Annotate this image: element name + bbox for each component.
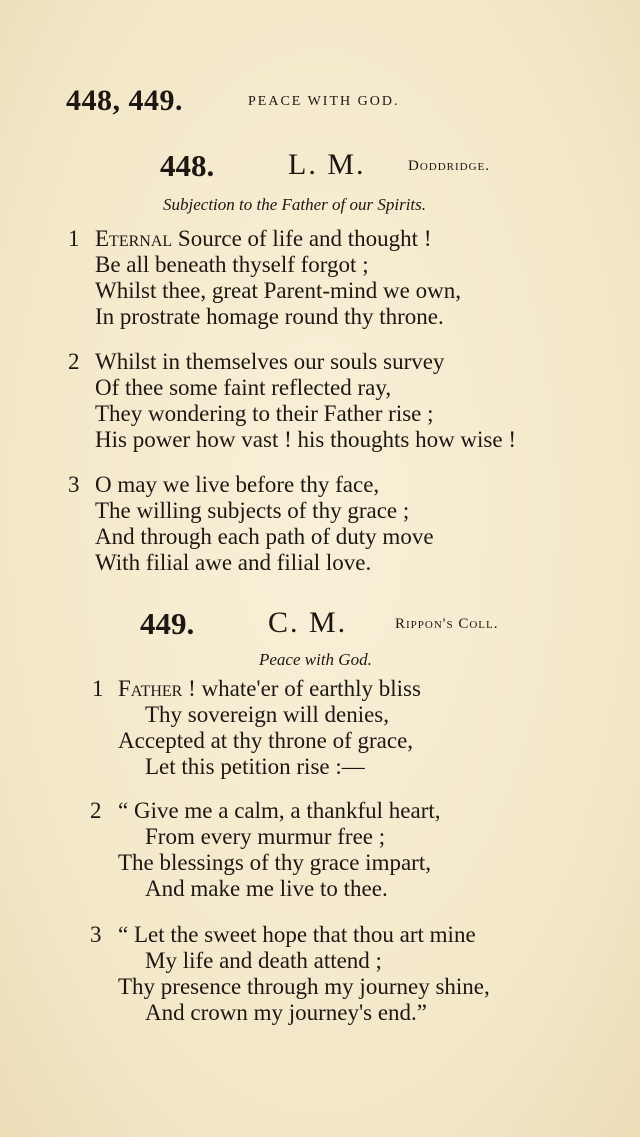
verse-line: O may we live before thy face, (95, 472, 380, 497)
verse-line (118, 676, 421, 702)
hymn-author: Rippon's Coll. (395, 616, 499, 632)
verse-first-rest: Source of life and thought ! (172, 226, 432, 251)
verse-line: With filial awe and filial love. (95, 550, 372, 575)
hymn-number: 448. (160, 148, 215, 183)
hymn-author: Doddridge. (408, 158, 491, 174)
verse-line: Let this petition rise :— (145, 754, 365, 779)
verse-line: The willing subjects of thy grace ; (95, 498, 410, 523)
hymn-449-subtitle: Peace with God. (259, 650, 372, 669)
verse-line: And crown my journey's end.” (145, 1000, 427, 1025)
verse-first-word: Father (118, 676, 183, 701)
running-head (66, 84, 586, 124)
verse-line: They wondering to their Father rise ; (95, 401, 434, 426)
verse-line: Of thee some faint reflected ray, (95, 375, 392, 400)
verse-line: Accepted at thy throne of grace, (118, 728, 414, 753)
stanza-number: 3 (90, 922, 102, 947)
running-head-title: PEACE WITH GOD. (248, 94, 400, 109)
hymn-449-heading (140, 606, 530, 646)
verse-line: My life and death attend ; (145, 948, 382, 973)
hymn-448-subtitle: Subjection to the Father of our Spirits. (163, 195, 427, 214)
running-head-numbers: 448, 449. (66, 84, 183, 117)
verse-line: The blessings of thy grace impart, (118, 850, 431, 875)
verse-line: And make me live to thee. (145, 876, 388, 901)
verse-first-word: Eternal (95, 226, 173, 251)
verse-line: His power how vast ! his thoughts how wise ! (95, 427, 516, 452)
hymn-meter: L. M. (288, 148, 366, 181)
verse-line: Whilst thee, great Parent-mind we own, (95, 278, 461, 303)
hymn-meter: C. M. (268, 606, 348, 639)
hymn-448-heading (160, 148, 520, 188)
stanza-number: 1 (92, 676, 104, 701)
verse-first-rest: ! whate'er of earthly bliss (182, 676, 421, 701)
stanza-number: 1 (68, 226, 80, 251)
verse-line (95, 226, 431, 252)
verse-line: From every murmur free ; (145, 824, 386, 849)
stanza-number: 2 (90, 798, 102, 823)
verse-line: Thy presence through my journey shine, (118, 974, 490, 999)
stanza-number: 2 (68, 349, 80, 374)
verse-line: Be all beneath thyself forgot ; (95, 252, 369, 277)
verse-line: In prostrate homage round thy throne. (95, 304, 444, 329)
verse-line: “ Give me a calm, a thankful heart, (118, 798, 441, 823)
verse-line: And through each path of duty move (95, 524, 434, 549)
verse-line: “ Let the sweet hope that thou art mine (118, 922, 476, 947)
hymn-number: 449. (140, 606, 195, 641)
verse-line: Whilst in themselves our souls survey (95, 349, 445, 374)
stanza-number: 3 (68, 472, 80, 497)
verse-line: Thy sovereign will denies, (145, 702, 390, 727)
